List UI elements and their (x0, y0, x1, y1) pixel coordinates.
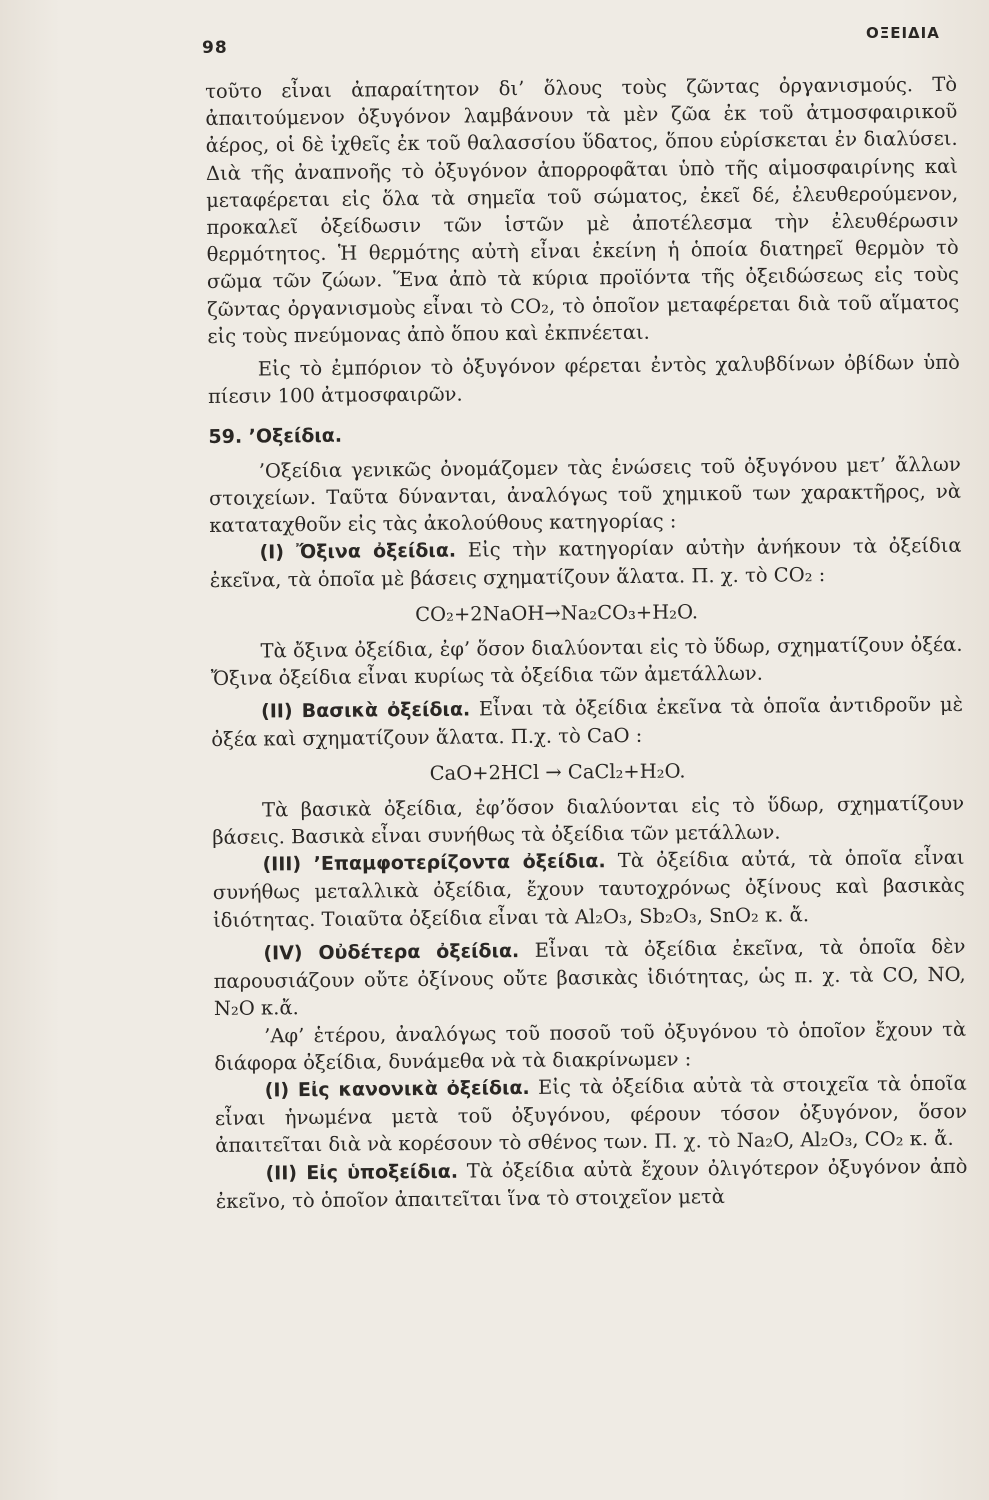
running-title: ΟΞΕΙΔΙΑ (866, 24, 940, 42)
paragraph: τοῦτο εἶναι ἀπαραίτητον δι’ ὅλους τοὺς ζῶντας ὀργανισμούς. Τὸ ἀπαιτούμενον ὀξυγόνον λαμβάνουν τὰ μὲν ζῶα ἐκ τοῦ ἀτμοσφαιρικοῦ ἀέρος, οἱ δὲ ἰχθεῖς ἐκ τοῦ θαλασσίου ὕδατος, ὅπου εὑρίσκεται ἐν διαλύσει. Διὰ τῆς ἀναπνοῆς τὸ ὀξυγόνον ἀπορροφᾶται ὑπὸ τῆς αἱμοσφαιρίνης καὶ μεταφέρεται εἰς ὅλα τὰ σημεῖα τοῦ σώματος, ἐκεῖ δέ, ἐλευθερούμενον, προκαλεῖ ὀξείδωσιν τῶν ἱστῶν μὲ ἀποτέλεσμα τὴν ἐλευθέρωσιν θερμότητος. Ἡ θερμότης αὐτὴ εἶναι ἐκείνη ἡ ὁποία διατηρεῖ θερμὸν τὸ σῶμα τῶν ζώων. Ἕνα ἀπὸ τὰ κύρια προϊόντα τῆς ὀξειδώσεως εἰς τοὺς ζῶντας ὀργανισμοὺς εἶναι τὸ CO₂, τὸ ὁποῖον μεταφέρεται διὰ τοῦ αἵματος εἰς τοὺς πνεύμονας ἀπὸ ὅπου καὶ ἐκπνέεται. (205, 72, 960, 348)
list-item (213, 933, 966, 1023)
item-heading: (I) Εἰς κανονικὰ ὀξείδια. (264, 1076, 530, 1102)
list-item (209, 532, 961, 595)
paragraph: Εἰς τὸ ἐμπόριον τὸ ὀξυγόνον φέρεται ἐντὸς χαλυβδίνων ὀβίδων ὑπὸ πίεσιν 100 ἀτμοσφαιρῶν. (207, 350, 960, 409)
chemical-equation: CO₂+2NaOH→Na₂CO₃+H₂O. (415, 599, 699, 626)
item-heading: (II) Βασικὰ ὀξείδια. (260, 698, 471, 723)
item-text: Εἰς τὰ ὀξείδια αὐτὰ τὰ στοιχεῖα τὰ ὁποῖα εἶναι ἡνωμένα μετὰ τοῦ ὀξυγόνου, φέρουν τόσον ὀξυγόνον, ὅσον ἀπαιτεῖται διὰ νὰ κορέσουν τὸ σθένος των. Π. χ. τὸ Na₂O, Al₂O₃, CO₂ κ. ἄ. (214, 1071, 968, 1158)
page-body (205, 71, 968, 1215)
list-item (215, 1152, 967, 1215)
item-heading: (III) ’Επαμφοτερίζοντα ὀξείδια. (262, 850, 606, 876)
item-text: Τὰ ὀξείδια αὐτά, τὰ ὁποῖα εἶναι συνήθως μεταλλικὰ ὀξείδια, ἔχουν ταυτοχρόνως ὀξίνους καὶ βασικὰς ἰδιότητας. Τοιαῦτα ὀξείδια εἶναι τὰ Al₂O₃, Sb₂O₃, SnO₂ κ. ἄ. (212, 846, 965, 932)
item-heading: (II) Εἰς ὑποξείδια. (265, 1160, 459, 1184)
section-heading: 59. ’Οξείδια. (208, 425, 343, 449)
item-heading: (IV) Οὐδέτερα ὀξείδια. (263, 939, 520, 965)
item-text: Εἶναι τὰ ὀξείδια ἐκεῖνα, τὰ ὁποῖα δὲν παρουσιάζουν οὔτε ὀξίνους οὔτε βασικὰς ἰδιότητας, ὡς π. χ. τὰ CO, NO, N₂O κ.ἄ. (213, 934, 966, 1021)
item-text: Εἶναι τὰ ὀξείδια ἐκεῖνα τὰ ὁποῖα ἀντιδροῦν μὲ ὀξέα καὶ σχηματίζουν ἅλατα. Π.χ. τὸ CaO : (211, 693, 964, 752)
item-text: Εἰς τὴν κατηγορίαν αὐτὴν ἀνήκουν τὰ ὀξείδια ἐκεῖνα, τὰ ὁποῖα μὲ βάσεις σχηματίζουν ἅλατα. Π. χ. τὸ CO₂ : (209, 534, 962, 593)
chemical-equation: CaO+2HCl → CaCl₂+H₂O. (429, 759, 686, 785)
paragraph: ’Οξείδια γενικῶς ὀνομάζομεν τὰς ἑνώσεις τοῦ ὀξυγόνου μετ’ ἄλλων στοιχείων. Ταῦτα δύνανται, ἀναλόγως τοῦ χημικοῦ των χαρακτῆρος, νὰ καταταχθοῦν εἰς τὰς ἀκολούθους κατηγορίας : (208, 452, 962, 538)
list-item (212, 844, 965, 934)
item-heading: (I) Ὄξινα ὀξείδια. (259, 539, 457, 564)
list-item (215, 1070, 968, 1160)
page-number: 98 (202, 38, 228, 58)
paragraph: ’Αφ’ ἑτέρου, ἀναλόγως τοῦ ποσοῦ τοῦ ὀξυγόνου τὸ ὁποῖον ἔχουν τὰ διάφορα ὀξείδια, δυνάμεθα νὰ τὰ διακρίνωμεν : (214, 1017, 967, 1075)
paragraph: Τὰ ὄξινα ὀξείδια, ἐφ’ ὅσον διαλύονται εἰς τὸ ὕδωρ, σχηματίζουν ὀξέα. Ὄξινα ὀξείδια εἶναι κυρίως τὰ ὀξείδια τῶν ἀμετάλλων. (210, 632, 963, 691)
item-text: Τὰ ὀξείδια αὐτὰ ἔχουν ὀλιγότερον ὀξυγόνον ἀπὸ ἐκεῖνο, τὸ ὁποῖον ἀπαιτεῖται ἵνα τὸ στοιχεῖον μετὰ (215, 1154, 968, 1213)
list-item (211, 691, 963, 754)
paragraph: Τὰ βασικὰ ὀξείδια, ἐφ’ὅσον διαλύονται εἰς τὸ ὕδωρ, σχηματίζουν βάσεις. Βασικὰ εἶναι συνήθως τὰ ὀξείδια τῶν μετάλλων. (212, 791, 965, 850)
